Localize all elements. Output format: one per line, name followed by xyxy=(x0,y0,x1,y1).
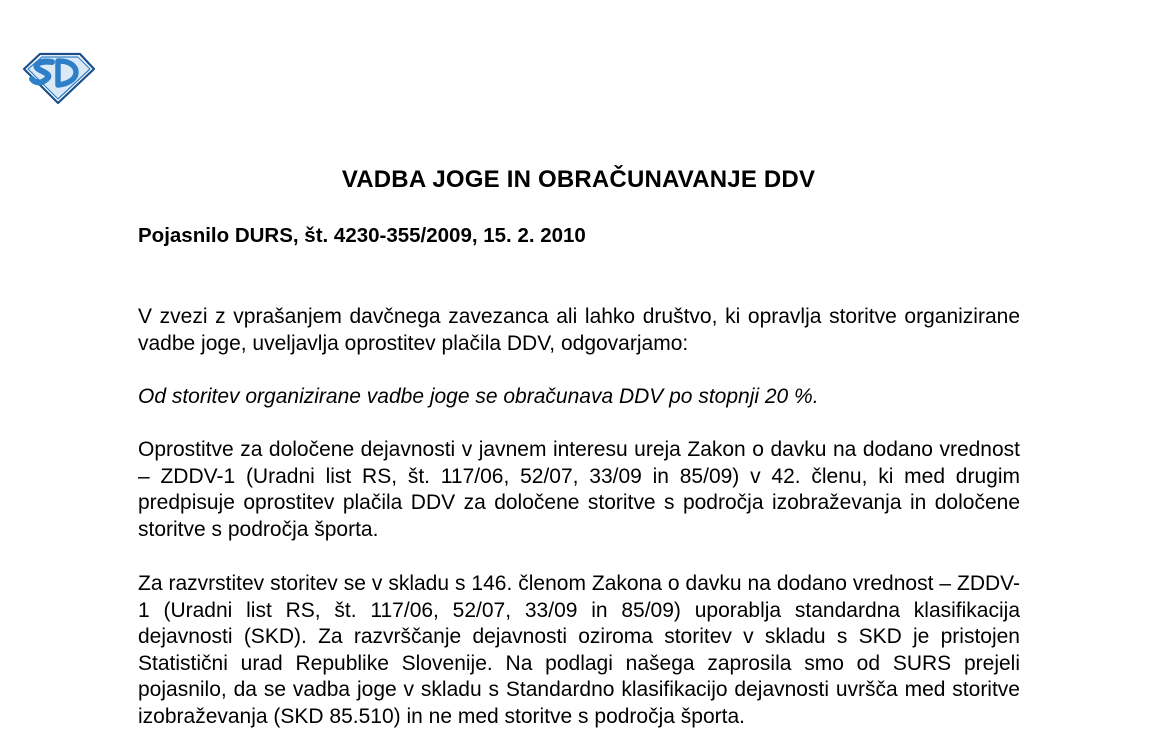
paragraph-answer: Od storitev organizirane vadbe joge se obračunava DDV po stopnji 20 %. xyxy=(138,385,819,408)
document-subtitle: Pojasnilo DURS, št. 4230-355/2009, 15. 2. 2010 xyxy=(138,224,586,247)
paragraph-classification: Za razvrstitev storitev se v skladu s 146. členom Zakona o davku na dodano vrednost – ZDDV-1 (Uradni list RS, št. 117/06, 52/07, 33/09 in 85/09) uporablja standardna klasifikacija dejavnosti (SKD). Za razvrščanje dejavnosti oziroma storitev v skladu s SKD je pristojen Statistični urad Republike Slovenije. Na podlagi našega zaprosila smo od SURS prejeli pojasnilo, da se vadba joge v skladu s Standardno klasifikacijo dejavnosti uvršča med storitve izobraževanja (SKD 85.510) in ne med storitve s področja športa. xyxy=(138,572,1020,728)
paragraph-question: V zvezi z vprašanjem davčnega zavezanca ali lahko društvo, ki opravlja storitve organizirane vadbe joge, uveljavlja oprostitev plačila DDV, odgovarjamo: xyxy=(138,305,1020,355)
paragraph-exemptions: Oprostitve za določene dejavnosti v javnem interesu ureja Zakon o davku na dodano vrednost – ZDDV-1 (Uradni list RS, št. 117/06, 52/07, 33/09 in 85/09) v 42. členu, ki med drugim predpisuje oprostitev plačila DDV za določene storitve s področja izobraževanja in določene storitve s področja športa. xyxy=(138,438,1020,541)
document-title: VADBA JOGE IN OBRAČUNAVANJE DDV xyxy=(341,166,816,193)
shield-logo-icon xyxy=(22,49,96,105)
